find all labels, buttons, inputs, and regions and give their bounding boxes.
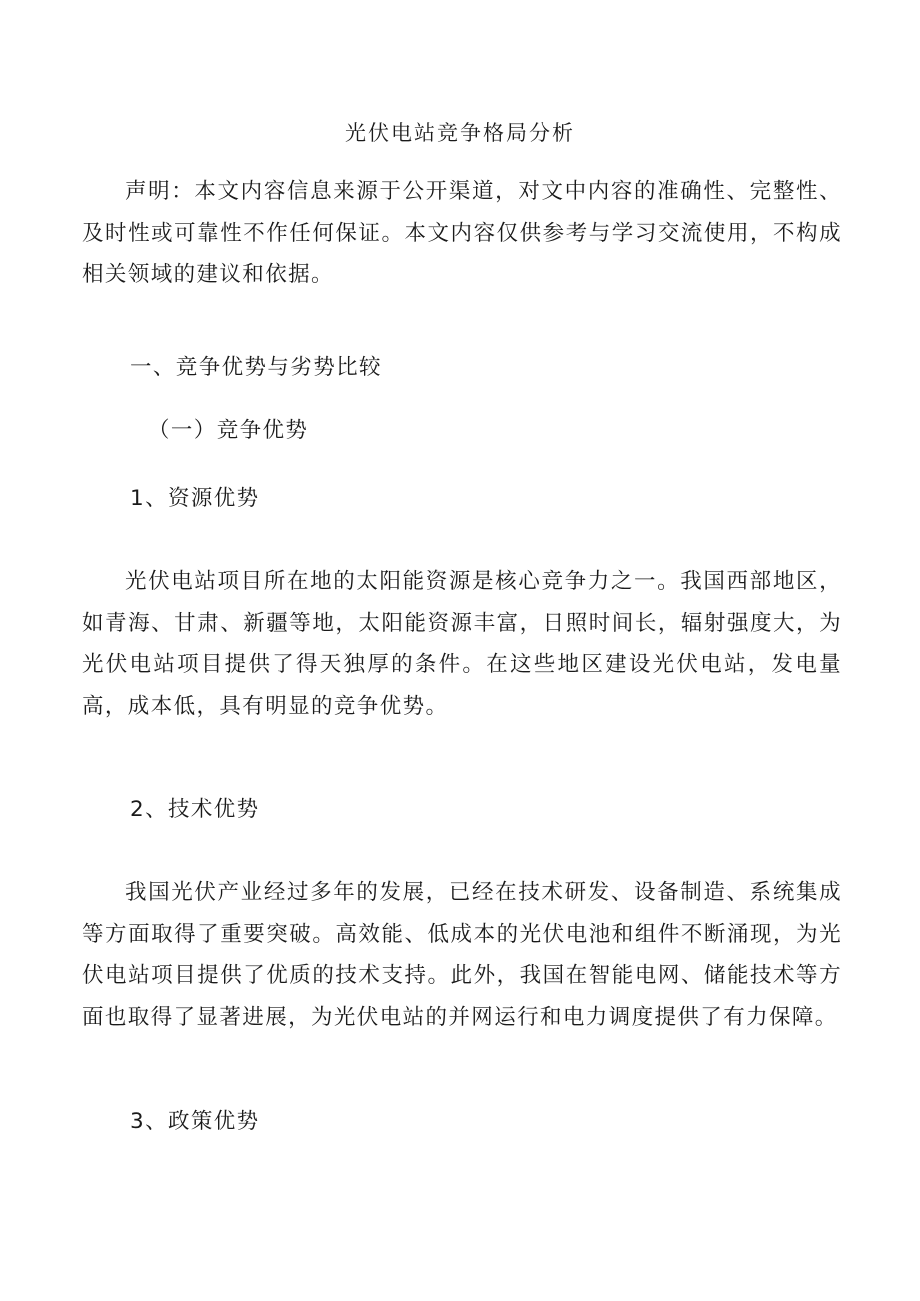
item-heading-technology: 2、技术优势 (130, 797, 260, 822)
item-body-technology: 我国光伏产业经过多年的发展，已经在技术研发、设备制造、系统集成等方面取得了重要突破。高效能、低成本的光伏电池和组件不断涌现，为光伏电站项目提供了优质的技术支持。此外，我国在智能电网、储能技术等方面也取得了显著进展，为光伏电站的并网运行和电力调度提供了有力保障。 (82, 880, 842, 1030)
item-body-resource: 光伏电站项目所在地的太阳能资源是核心竞争力之一。我国西部地区，如青海、甘肃、新疆等地，太阳能资源丰富，日照时间长，辐射强度大，为光伏电站项目提供了得天独厚的条件。在这些地区建设光伏电站，发电量高，成本低，具有明显的竞争优势。 (82, 569, 842, 719)
item-heading-policy: 3、政策优势 (130, 1109, 260, 1134)
document-title: 光伏电站竞争格局分析 (345, 121, 575, 145)
subsection-heading: （一）竞争优势 (148, 418, 309, 443)
section-heading: 一、竞争优势与劣势比较 (130, 355, 382, 380)
disclaimer-paragraph: 声明：本文内容信息来源于公开渠道，对文中内容的准确性、完整性、及时性或可靠性不作任何保证。本文内容仅供参考与学习交流使用，不构成相关领域的建议和依据。 (82, 179, 842, 287)
item-heading-resource: 1、资源优势 (130, 486, 260, 511)
